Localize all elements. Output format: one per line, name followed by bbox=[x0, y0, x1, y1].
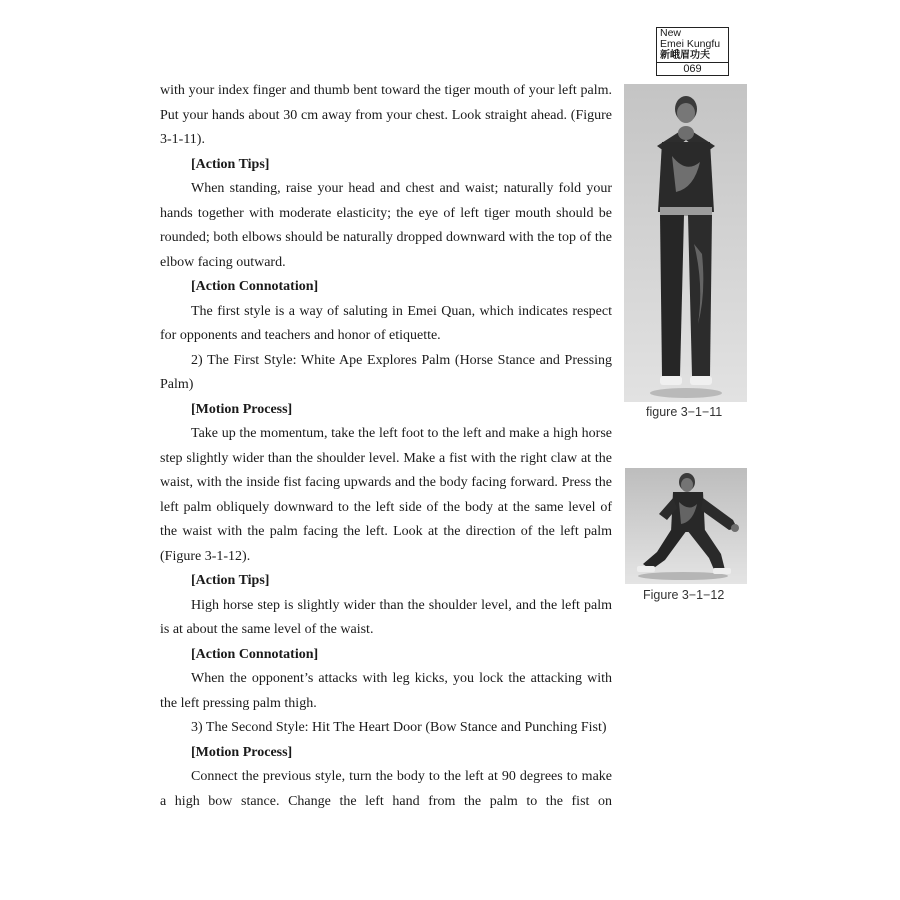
section-title-first-style: 2) The First Style: White Ape Explores Palm (Horse Stance and Pressing Palm) bbox=[160, 352, 612, 392]
heading-action-tips: [Action Tips] bbox=[191, 156, 270, 172]
heading-motion-process: [Motion Process] bbox=[191, 401, 293, 417]
heading-action-connotation: [Action Connotation] bbox=[191, 279, 319, 294]
paragraph-action-tips-2: High horse step is slightly wider than the shoulder level, and the left palm is at about the same level of the waist. bbox=[160, 597, 612, 637]
paragraph-action-tips: When standing, raise your head and chest and waist; naturally fold your hands together with moderate elasticity; the eye of left tiger mouth should be rounded; both elbows should be naturally dropped downward with the top of the elbow facing outward. bbox=[160, 181, 612, 270]
horse-stance-figure-illustration bbox=[625, 468, 747, 584]
section-title-second-style: 3) The Second Style: Hit The Heart Door (Bow Stance and Punching Fist) bbox=[191, 720, 607, 735]
heading-motion-process-2: [Motion Process] bbox=[191, 744, 293, 760]
paragraph-connotation-2: When the opponent’s attacks with leg kicks, you lock the attacking with the left pressing palm thigh. bbox=[160, 671, 612, 711]
paragraph-motion-process: Take up the momentum, take the left foot to the left and make a high horse step slightly wider than the shoulder level. Make a fist with the right claw at the waist, with the inside fist facing upwards and the body facing forward. Press the left palm obliquely downward to the left side of the body at the same level of the waist with the palm facing the left. Look at the direction of the left palm (Figure 3-1-12). bbox=[160, 426, 612, 564]
paragraph-continued: with your index finger and thumb bent toward the tiger mouth of your left palm. Put your hands about 30 cm away from your chest. Look straight ahead. (Figure 3-1-11). bbox=[160, 83, 612, 147]
main-text-column bbox=[160, 79, 612, 814]
salute-figure-illustration bbox=[624, 84, 747, 402]
paragraph-connotation: The first style is a way of saluting in Emei Quan, which indicates respect for opponents and teachers and honor of etiquette. bbox=[160, 303, 612, 343]
figure-caption-3-1-11: figure 3−1−11 bbox=[646, 405, 723, 419]
page-number: 069 bbox=[657, 62, 728, 75]
figure-photo-salute bbox=[624, 84, 747, 402]
book-header-box bbox=[656, 27, 729, 76]
heading-action-connotation-2: [Action Connotation] bbox=[191, 646, 319, 662]
heading-action-tips-2: [Action Tips] bbox=[191, 573, 270, 588]
paragraph-motion-process-2: Connect the previous style, turn the body to the left at 90 degrees to make a high bow stance. Change the left hand from the palm to the fist on bbox=[160, 769, 612, 809]
header-line-1: New bbox=[660, 27, 682, 39]
figure-caption-3-1-12: Figure 3−1−12 bbox=[643, 588, 725, 602]
header-line-3: 新峨眉功夫 bbox=[660, 50, 710, 61]
header-line-2: Emei Kungfu bbox=[660, 38, 721, 50]
figure-photo-horse-stance bbox=[625, 468, 747, 584]
